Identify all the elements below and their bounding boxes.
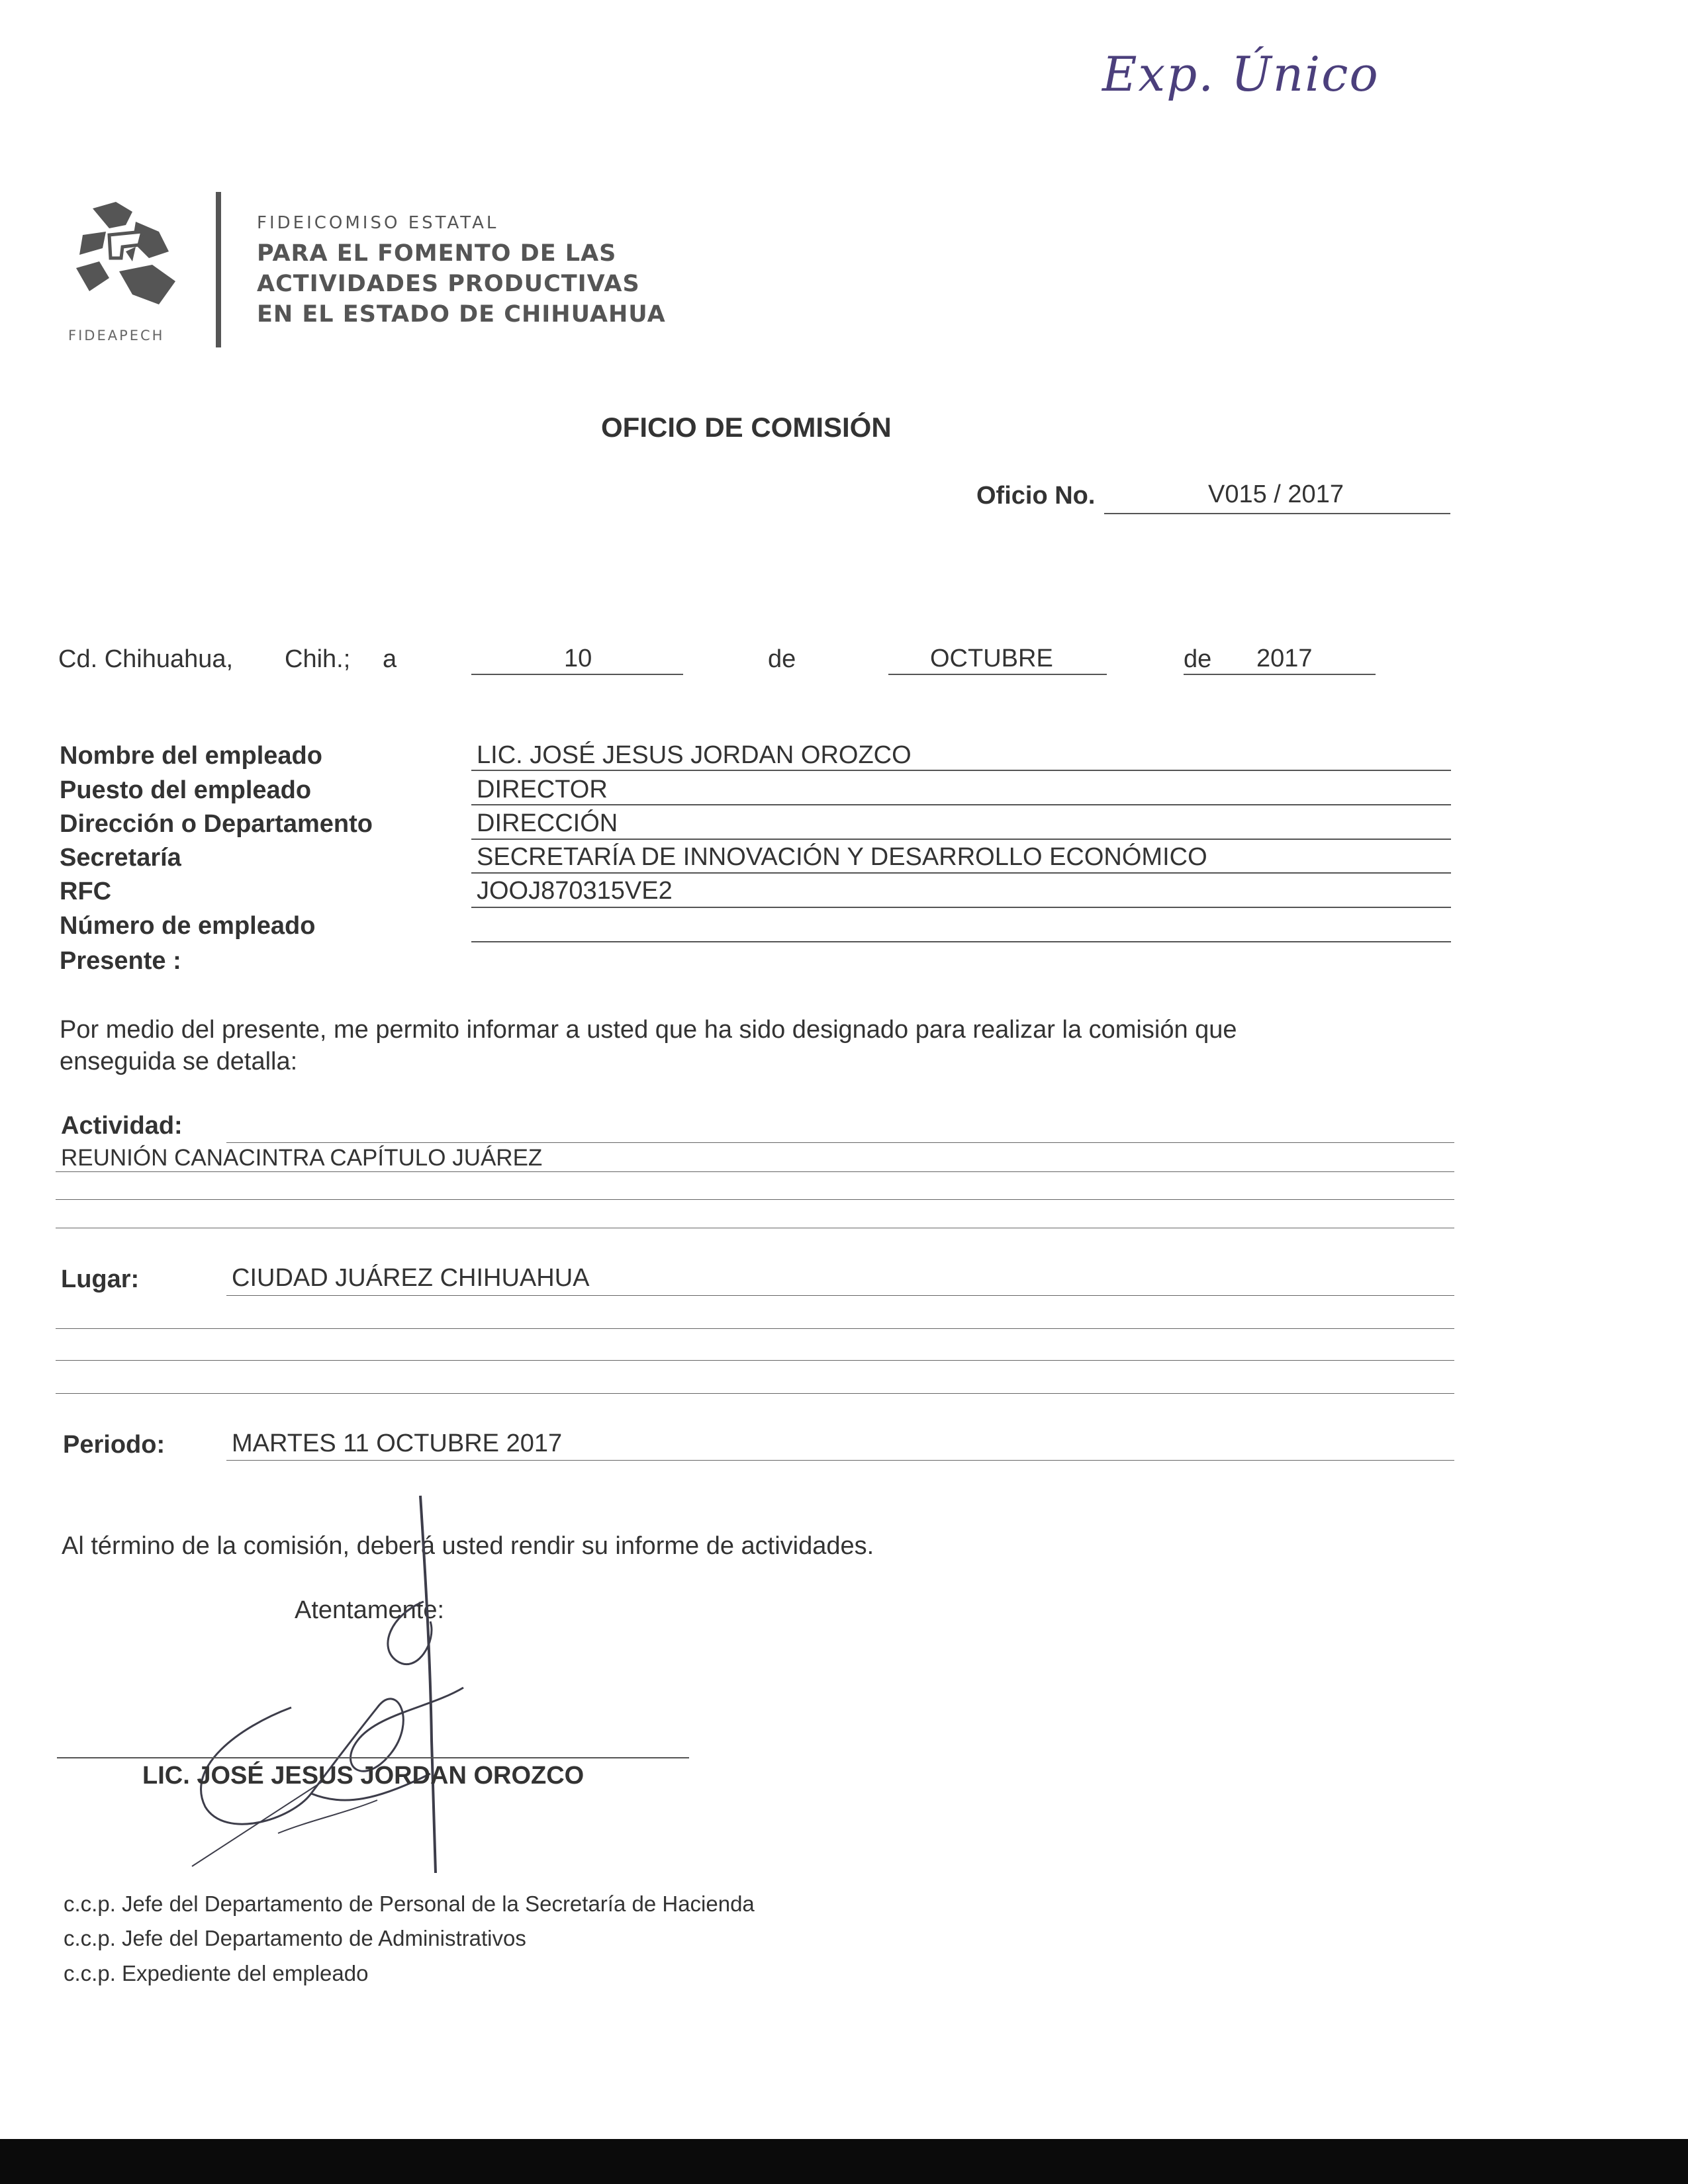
date-day: 10 <box>564 645 592 672</box>
rfc-underline <box>471 907 1451 908</box>
oficio-underline <box>1104 513 1450 514</box>
secretaria-label: Secretaría <box>60 844 181 872</box>
lugar-underline-2 <box>56 1328 1454 1329</box>
org-line-4: EN EL ESTADO DE CHIHUAHUA <box>257 301 666 328</box>
date-a: a <box>383 645 397 673</box>
presente-label: Presente : <box>60 947 181 975</box>
secretaria-underline <box>471 872 1451 874</box>
actividad-underline-1 <box>56 1171 1454 1172</box>
lugar-underline-3 <box>56 1360 1454 1361</box>
dept-underline <box>471 839 1451 840</box>
oficio-value: V015 / 2017 <box>1208 480 1344 508</box>
date-year: 2017 <box>1256 645 1313 672</box>
fideapech-logo <box>70 195 182 314</box>
post-label: Puesto del empleado <box>60 776 312 804</box>
actividad-underline-0 <box>226 1142 1454 1143</box>
rfc-value: JOOJ870315VE2 <box>477 877 673 905</box>
scan-bottom-edge <box>0 2139 1688 2184</box>
rfc-label: RFC <box>60 878 112 905</box>
month-underline <box>888 674 1107 675</box>
logo-caption: FIDEAPECH <box>68 328 165 343</box>
name-label: Nombre del empleado <box>60 742 322 770</box>
post-underline <box>471 804 1451 805</box>
closing-text: Al término de la comisión, deberá usted rendir su informe de actividades. <box>62 1532 874 1560</box>
org-line-2: PARA EL FOMENTO DE LAS <box>257 240 617 267</box>
dept-label: Dirección o Departamento <box>60 810 373 838</box>
actividad-underline-2 <box>56 1199 1454 1200</box>
day-underline <box>471 674 683 675</box>
name-value: LIC. JOSÉ JESUS JORDAN OROZCO <box>477 741 912 769</box>
periodo-label: Periodo: <box>63 1431 165 1459</box>
document-title: OFICIO DE COMISIÓN <box>601 412 892 443</box>
ccp-line-1: c.c.p. Jefe del Departamento de Personal de la Secretaría de Hacienda <box>64 1891 755 1916</box>
org-line-3: ACTIVIDADES PRODUCTIVAS <box>257 271 640 297</box>
intro-line-2: enseguida se detalla: <box>60 1048 298 1075</box>
date-place: Cd. Chihuahua, <box>58 645 234 673</box>
atentamente: Atentamente: <box>295 1596 445 1624</box>
post-value: DIRECTOR <box>477 776 608 803</box>
name-underline <box>471 770 1451 771</box>
intro-line-1: Por medio del presente, me permito informar a usted que ha sido designado para realizar la comisión que <box>60 1016 1237 1044</box>
de-underline <box>1184 674 1376 675</box>
employee-number-underline <box>471 941 1451 942</box>
ccp-line-3: c.c.p. Expediente del empleado <box>64 1961 369 1985</box>
signature-line <box>57 1757 689 1758</box>
date-month: OCTUBRE <box>930 645 1053 672</box>
actividad-label: Actividad: <box>61 1112 183 1140</box>
periodo-value: MARTES 11 OCTUBRE 2017 <box>232 1430 563 1457</box>
org-line-1: FIDEICOMISO ESTATAL <box>257 213 499 233</box>
employee-number-label: Número de empleado <box>60 912 316 940</box>
signer-name: LIC. JOSÉ JESUS JORDAN OROZCO <box>142 1762 585 1790</box>
date-state: Chih.; <box>285 645 351 673</box>
handwritten-signature <box>179 1489 496 1886</box>
ccp-line-2: c.c.p. Jefe del Departamento de Administrativos <box>64 1926 526 1950</box>
logo-emblem-icon <box>70 195 182 314</box>
actividad-value: REUNIÓN CANACINTRA CAPÍTULO JUÁREZ <box>61 1145 543 1171</box>
lugar-label: Lugar: <box>61 1265 140 1293</box>
handwritten-note: Exp. Único <box>1102 46 1380 102</box>
header-divider <box>216 192 221 347</box>
dept-value: DIRECCIÓN <box>477 809 618 837</box>
lugar-value: CIUDAD JUÁREZ CHIHUAHUA <box>232 1264 590 1292</box>
lugar-underline-4 <box>56 1393 1454 1394</box>
date-de-2: de <box>1184 645 1212 673</box>
date-de-1: de <box>768 645 796 673</box>
periodo-underline <box>226 1460 1454 1461</box>
lugar-underline-1 <box>226 1295 1454 1296</box>
secretaria-value: SECRETARÍA DE INNOVACIÓN Y DESARROLLO ECONÓMICO <box>477 843 1207 871</box>
oficio-label: Oficio No. <box>976 482 1096 510</box>
